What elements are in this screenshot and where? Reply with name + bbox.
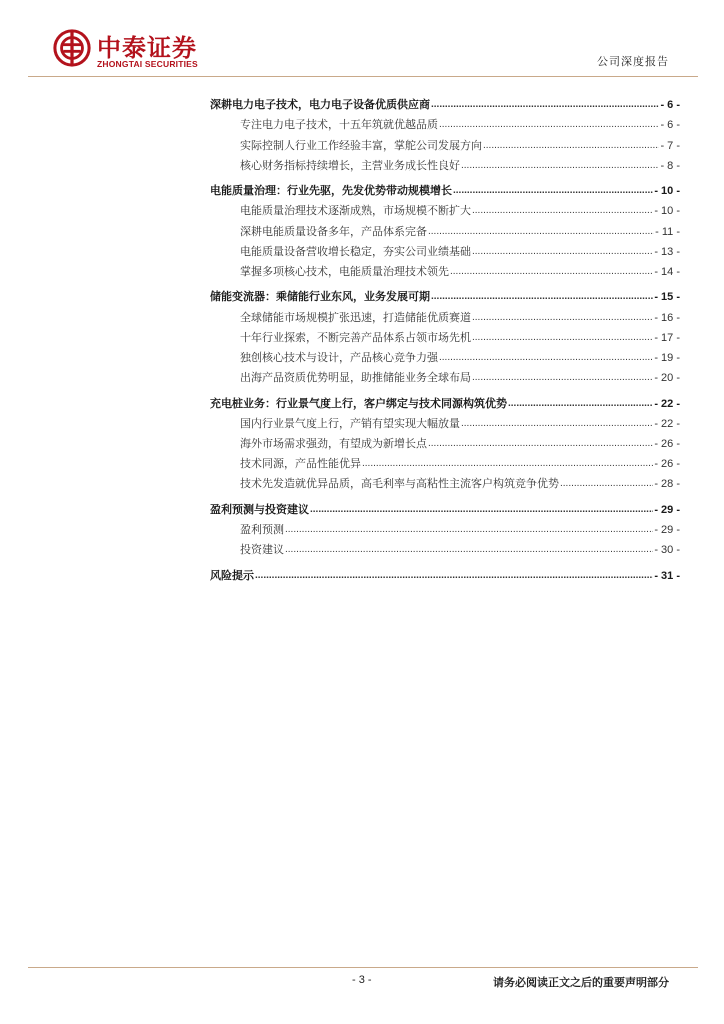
- toc-entry-title: 实际控制人行业工作经验丰富，掌舵公司发展方向: [240, 138, 482, 152]
- toc-dot-leader: [362, 457, 653, 471]
- page-header: [0, 0, 724, 78]
- toc-entry-title: 深耕电能质量设备多年，产品体系完备: [240, 224, 427, 238]
- toc-subsection-entry[interactable]: [210, 431, 680, 451]
- toc-entry-page: - 16 -: [654, 311, 680, 324]
- toc-subsection-entry[interactable]: [210, 259, 680, 279]
- toc-dot-leader: [508, 397, 653, 411]
- toc-subsection-entry[interactable]: [210, 517, 680, 537]
- toc-entry-title: 掌握多项核心技术，电能质量治理技术领先: [240, 264, 449, 278]
- toc-entry-page: - 14 -: [654, 265, 680, 278]
- toc-entry-title: 出海产品资质优势明显，助推储能业务全球布局: [240, 371, 471, 385]
- toc-dot-leader: [439, 118, 659, 132]
- toc-section-entry[interactable]: [210, 284, 680, 304]
- page-number: - 3 -: [352, 974, 372, 986]
- footer-divider: [28, 967, 698, 968]
- toc-subsection-entry[interactable]: [210, 411, 680, 431]
- toc-dot-leader: [461, 159, 659, 173]
- company-logo: [53, 26, 223, 74]
- toc-entry-page: - 19 -: [654, 352, 680, 365]
- toc-subsection-entry[interactable]: [210, 304, 680, 324]
- toc-entry-title: 盈利预测与投资建议: [210, 502, 309, 516]
- toc-entry-page: - 26 -: [654, 438, 680, 451]
- toc-subsection-entry[interactable]: [210, 345, 680, 365]
- toc-entry-page: - 29 -: [654, 524, 680, 537]
- toc-entry-title: 专注电力电子技术，十五年筑就优越品质: [240, 118, 438, 132]
- toc-dot-leader: [453, 184, 653, 198]
- toc-dot-leader: [560, 477, 653, 491]
- header-divider: [28, 76, 698, 77]
- report-type-label: 公司深度报告: [597, 55, 669, 68]
- toc-dot-leader: [439, 351, 653, 365]
- toc-dot-leader: [255, 569, 653, 583]
- toc-dot-leader: [431, 290, 653, 304]
- toc-dot-leader: [461, 417, 653, 431]
- zhongtai-logo-icon: [53, 29, 91, 67]
- toc-entry-title: 全球储能市场规模扩张迅速，打造储能优质赛道: [240, 310, 471, 324]
- toc-entry-title: 国内行业景气度上行，产销有望实现大幅放量: [240, 416, 460, 430]
- toc-entry-page: - 31 -: [654, 569, 680, 582]
- toc-entry-page: - 20 -: [654, 372, 680, 385]
- toc-entry-title: 电能质量设备营收增长稳定，夯实公司业绩基础: [240, 244, 471, 258]
- toc-entry-title: 储能变流器：乘储能行业东风，业务发展可期: [210, 290, 430, 304]
- toc-entry-page: - 11 -: [655, 225, 680, 238]
- toc-subsection-entry[interactable]: [210, 218, 680, 238]
- toc-dot-leader: [472, 204, 653, 218]
- toc-dot-leader: [310, 503, 653, 517]
- toc-section-entry[interactable]: [210, 92, 680, 112]
- toc-entry-page: - 15 -: [654, 291, 680, 304]
- toc-entry-page: - 6 -: [660, 99, 680, 112]
- toc-dot-leader: [428, 437, 653, 451]
- toc-entry-page: - 22 -: [654, 397, 680, 410]
- toc-subsection-entry[interactable]: [210, 239, 680, 259]
- toc-entry-page: - 7 -: [660, 139, 680, 152]
- toc-entry-title: 风险提示: [210, 568, 254, 582]
- toc-dot-leader: [472, 371, 653, 385]
- toc-dot-leader: [483, 139, 659, 153]
- toc-entry-title: 技术同源，产品性能优异: [240, 457, 361, 471]
- logo-english-name: ZHONGTAI SECURITIES: [97, 59, 198, 69]
- toc-entry-title: 海外市场需求强劲，有望成为新增长点: [240, 437, 427, 451]
- toc-entry-page: - 17 -: [654, 331, 680, 344]
- toc-subsection-entry[interactable]: [210, 198, 680, 218]
- toc-entry-page: - 6 -: [660, 119, 680, 132]
- toc-dot-leader: [428, 225, 654, 239]
- toc-dot-leader: [472, 311, 653, 325]
- toc-entry-page: - 26 -: [654, 458, 680, 471]
- toc-entry-page: - 13 -: [654, 245, 680, 258]
- toc-subsection-entry[interactable]: [210, 471, 680, 491]
- toc-entry-title: 十年行业探索，不断完善产品体系占领市场先机: [240, 330, 471, 344]
- toc-subsection-entry[interactable]: [210, 325, 680, 345]
- toc-entry-page: - 29 -: [654, 503, 680, 516]
- toc-entry-page: - 8 -: [660, 159, 680, 172]
- toc-section-entry[interactable]: [210, 178, 680, 198]
- toc-entry-page: - 28 -: [654, 478, 680, 491]
- toc-entry-page: - 10 -: [654, 185, 680, 198]
- toc-subsection-entry[interactable]: [210, 153, 680, 173]
- toc-entry-page: - 30 -: [654, 544, 680, 557]
- logo-chinese-name: 中泰证券: [97, 34, 197, 62]
- toc-section-entry[interactable]: [210, 497, 680, 517]
- toc-dot-leader: [285, 543, 653, 557]
- toc-dot-leader: [285, 523, 653, 537]
- toc-dot-leader: [450, 265, 653, 279]
- footer-disclaimer: 请务必阅读正文之后的重要声明部分: [493, 976, 669, 989]
- toc-section-entry[interactable]: [210, 391, 680, 411]
- toc-subsection-entry[interactable]: [210, 365, 680, 385]
- toc-subsection-entry[interactable]: [210, 132, 680, 152]
- toc-entry-page: - 22 -: [654, 417, 680, 430]
- toc-dot-leader: [472, 245, 653, 259]
- toc-entry-title: 电能质量治理技术逐渐成熟，市场规模不断扩大: [240, 204, 471, 218]
- toc-entry-title: 独创核心技术与设计，产品核心竞争力强: [240, 351, 438, 365]
- toc-entry-title: 技术先发造就优异品质，高毛利率与高粘性主流客户构筑竞争优势: [240, 477, 559, 491]
- toc-entry-page: - 10 -: [654, 205, 680, 218]
- toc-subsection-entry[interactable]: [210, 112, 680, 132]
- toc-subsection-entry[interactable]: [210, 451, 680, 471]
- toc-entry-title: 盈利预测: [240, 523, 284, 537]
- toc-section-entry[interactable]: [210, 563, 680, 583]
- toc-entry-title: 充电桩业务：行业景气度上行，客户绑定与技术同源构筑优势: [210, 396, 507, 410]
- toc-subsection-entry[interactable]: [210, 537, 680, 557]
- toc-entry-title: 投资建议: [240, 543, 284, 557]
- table-of-contents: [210, 92, 680, 583]
- toc-dot-leader: [431, 98, 659, 112]
- toc-dot-leader: [472, 331, 653, 345]
- toc-entry-title: 电能质量治理：行业先驱，先发优势带动规模增长: [210, 184, 452, 198]
- toc-entry-title: 深耕电力电子技术，电力电子设备优质供应商: [210, 98, 430, 112]
- toc-entry-title: 核心财务指标持续增长，主营业务成长性良好: [240, 158, 460, 172]
